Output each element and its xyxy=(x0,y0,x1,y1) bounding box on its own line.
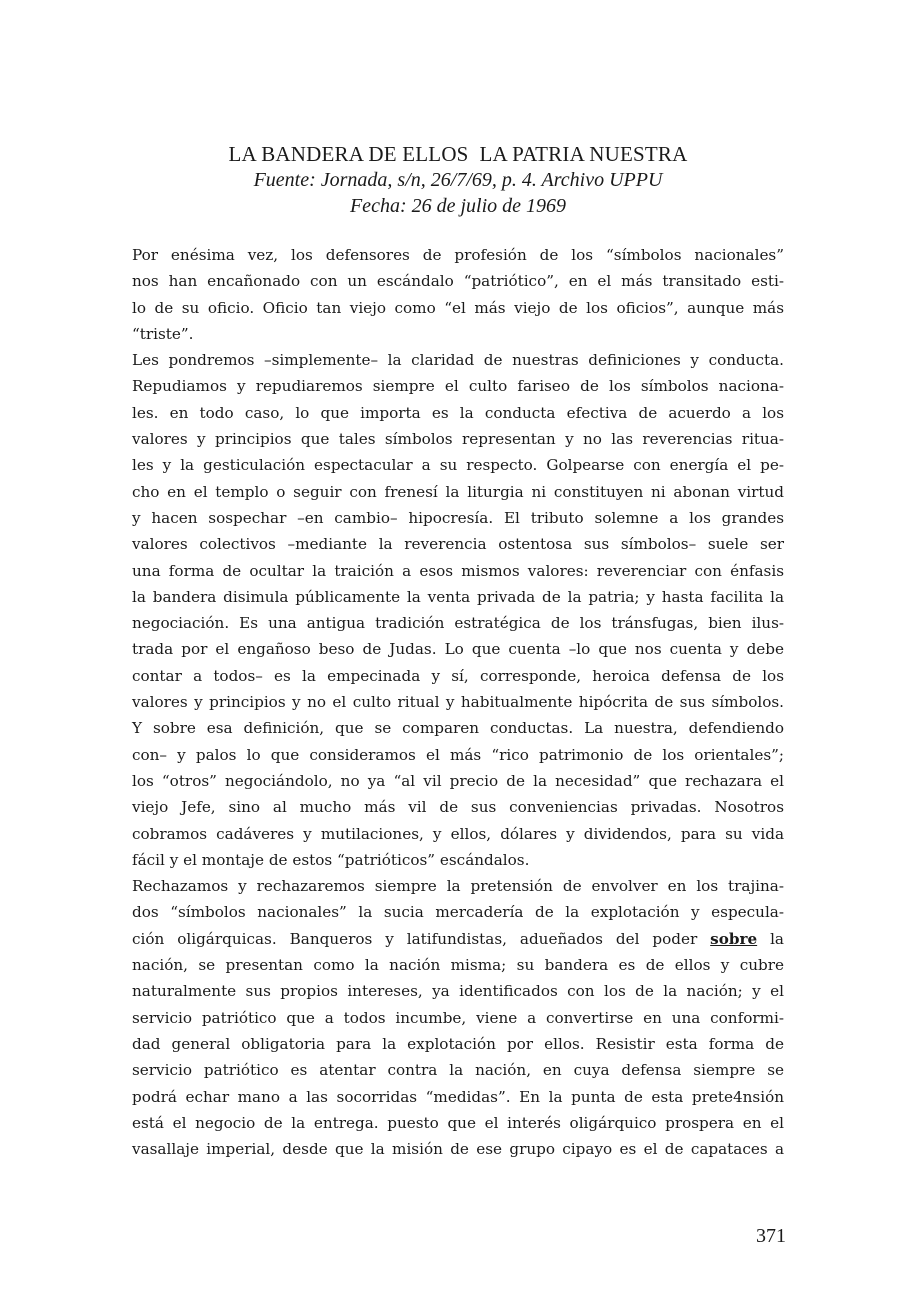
body-line: “triste”. xyxy=(132,324,194,343)
body-line: contar a todos– es la empecinada y sí, corresponde, heroica defensa de los xyxy=(132,666,784,685)
body-line: Les pondremos –simplemente– la claridad de nuestras definiciones y conducta. xyxy=(132,351,784,370)
body-line: nación, se presentan como la nación misma; su bandera es de ellos y cubre xyxy=(132,956,784,975)
article-body xyxy=(132,242,784,1162)
body-line: Rechazamos y rechazaremos siempre la pretensión de envolver en los trajina- xyxy=(132,877,784,896)
article-date: Fecha: 26 de julio de 1969 xyxy=(349,195,567,217)
body-line: y hacen sospechar –en cambio– hipocresía. El tributo solemne a los grandes xyxy=(132,508,784,527)
body-line-tail: la xyxy=(757,929,784,948)
body-line: servicio patriótico que a todos incumbe, viene a convertirse en una conformi- xyxy=(132,1008,784,1027)
body-line: Repudiamos y repudiaremos siempre el culto fariseo de los símbolos naciona- xyxy=(132,377,784,396)
body-line: una forma de ocultar la traición a esos mismos valores: reverenciar con énfasis xyxy=(132,561,784,580)
page-number: 371 xyxy=(756,1225,786,1247)
body-line: dos “símbolos nacionales” la sucia mercadería de la explotación y especula- xyxy=(132,903,784,922)
body-line: cobramos cadáveres y mutilaciones, y ellos, dólares y dividendos, para su vida xyxy=(132,824,784,843)
body-line: valores y principios que tales símbolos representan y no las reverencias ritua- xyxy=(132,430,784,449)
body-line: negociación. Es una antigua tradición estratégica de los tránsfugas, bien ilus- xyxy=(132,614,784,633)
body-line: les y la gesticulación espectacular a su respecto. Golpearse con energía el pe- xyxy=(132,456,784,475)
body-line: naturalmente sus propios intereses, ya identificados con los de la nación; y el xyxy=(132,982,784,1001)
body-line: cho en el templo o seguir con frenesí la liturgia ni constituyen ni abonan virtud xyxy=(132,482,784,501)
body-line: la bandera disimula públicamente la venta privada de la patria; y hasta facilita la xyxy=(132,587,784,606)
body-line: servicio patriótico es atentar contra la nación, en cuya defensa siempre se xyxy=(132,1061,784,1080)
body-line: valores y principios y no el culto ritual y habitualmente hipócrita de sus símbolos. xyxy=(132,693,784,712)
body-line: viejo Jefe, sino al mucho más vil de sus conveniencias privadas. Nosotros xyxy=(132,798,784,817)
body-line: trada por el engañoso beso de Judas. Lo que cuenta –lo que nos cuenta y debe xyxy=(132,640,784,659)
body-line: vasallaje imperial, desde que la misión de ese grupo cipayo es el de capataces a xyxy=(132,1140,784,1159)
body-line: dad general obligatoria para la explotación por ellos. Resistir esta forma de xyxy=(132,1034,784,1053)
body-line: les. en todo caso, lo que importa es la conducta efectiva de acuerdo a los xyxy=(132,403,784,422)
body-line-with-emphasis xyxy=(132,926,784,952)
article-title: LA BANDERA DE ELLOS LA PATRIA NUESTRA xyxy=(228,142,688,166)
body-line: Por enésima vez, los defensores de profesión de los “símbolos nacionales” xyxy=(132,246,784,264)
article-header xyxy=(0,141,916,219)
body-line: podrá echar mano a las socorridas “medidas”. En la punta de esta prete4nsión xyxy=(132,1087,784,1106)
body-line-head: ción oligárquicas. Banqueros y latifundistas, adueñados del poder xyxy=(132,929,711,948)
body-line: lo de su oficio. Oficio tan viejo como “el más viejo de los oficios”, aunque más xyxy=(132,298,784,317)
body-line: nos han encañonado con un escándalo “patriótico”, en el más transitado esti- xyxy=(132,272,784,291)
emphasized-word: sobre xyxy=(710,929,758,948)
article-source: Fuente: Jornada, s/n, 26/7/69, p. 4. Archivo UPPU xyxy=(253,169,663,191)
body-line: con– y palos lo que consideramos el más “rico patrimonio de los orientales”; xyxy=(132,745,784,764)
body-line: Y sobre esa definición, que se comparen conductas. La nuestra, defendiendo xyxy=(132,719,784,738)
body-line: está el negocio de la entrega. puesto que el interés oligárquico prospera en el xyxy=(132,1113,784,1132)
body-line: los “otros” negociándolo, no ya “al vil precio de la necesidad” que rechazara el xyxy=(132,771,784,790)
body-line: fácil y el montaje de estos “patrióticos” escándalos. xyxy=(132,850,530,869)
body-line: valores colectivos –mediante la reverencia ostentosa sus símbolos– suele ser xyxy=(132,535,784,554)
